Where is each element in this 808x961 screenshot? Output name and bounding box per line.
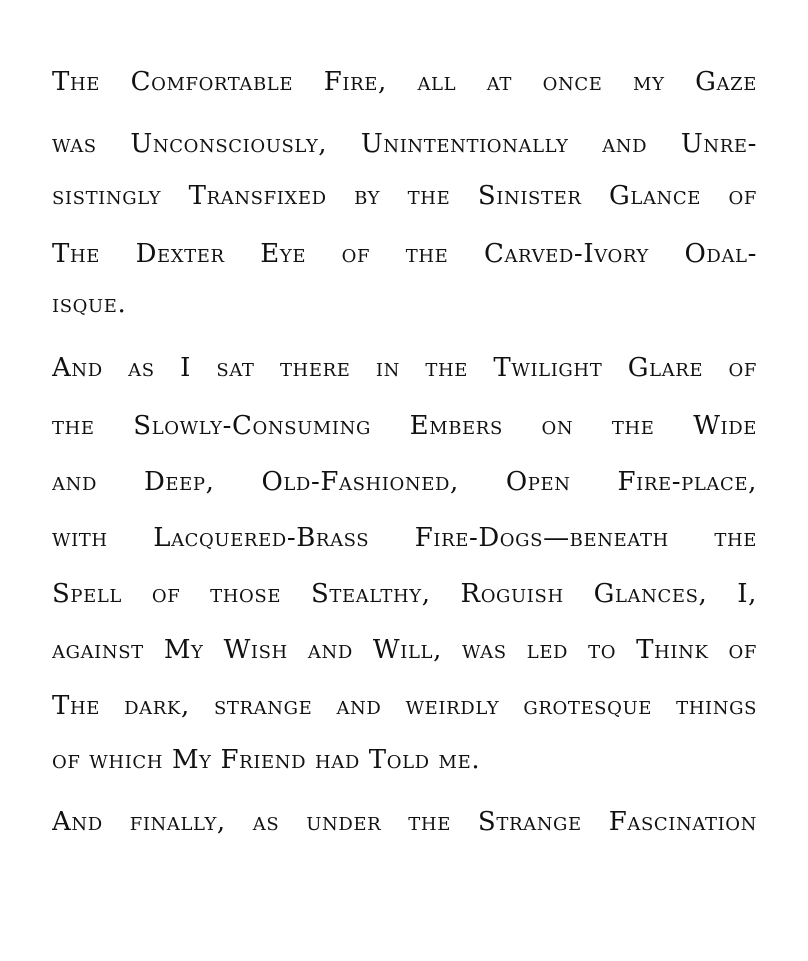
text-line-2: was Unconsciously, Unintentionally and Unre-	[52, 129, 757, 159]
text-line-8: and Deep, Old-Fashioned, Open Fire-place,	[52, 467, 757, 497]
text-line-6: And as I sat there in the Twilight Glare of	[52, 353, 757, 383]
text-line-11: against My Wish and Will, was led to Think of	[52, 635, 757, 665]
text-line-3: sistingly Transfixed by the Sinister Glance of	[52, 181, 757, 211]
text-line-9: with Lacquered-Brass Fire-Dogs—beneath the	[52, 523, 757, 553]
text-line-12: The dark, strange and weirdly grotesque things	[52, 691, 757, 721]
text-line-4: The Dexter Eye of the Carved-Ivory Odal-	[52, 239, 757, 269]
text-line-7: the Slowly-Consuming Embers on the Wide	[52, 411, 757, 441]
text-line-10: Spell of those Stealthy, Roguish Glances, I,	[52, 579, 757, 609]
text-line-1: The Comfortable Fire, all at once my Gaze	[52, 67, 757, 97]
text-line-13: of which My Friend had Told me.	[52, 745, 481, 775]
text-line-5: isque.	[52, 289, 127, 319]
text-line-14: And finally, as under the Strange Fascination	[52, 807, 757, 837]
